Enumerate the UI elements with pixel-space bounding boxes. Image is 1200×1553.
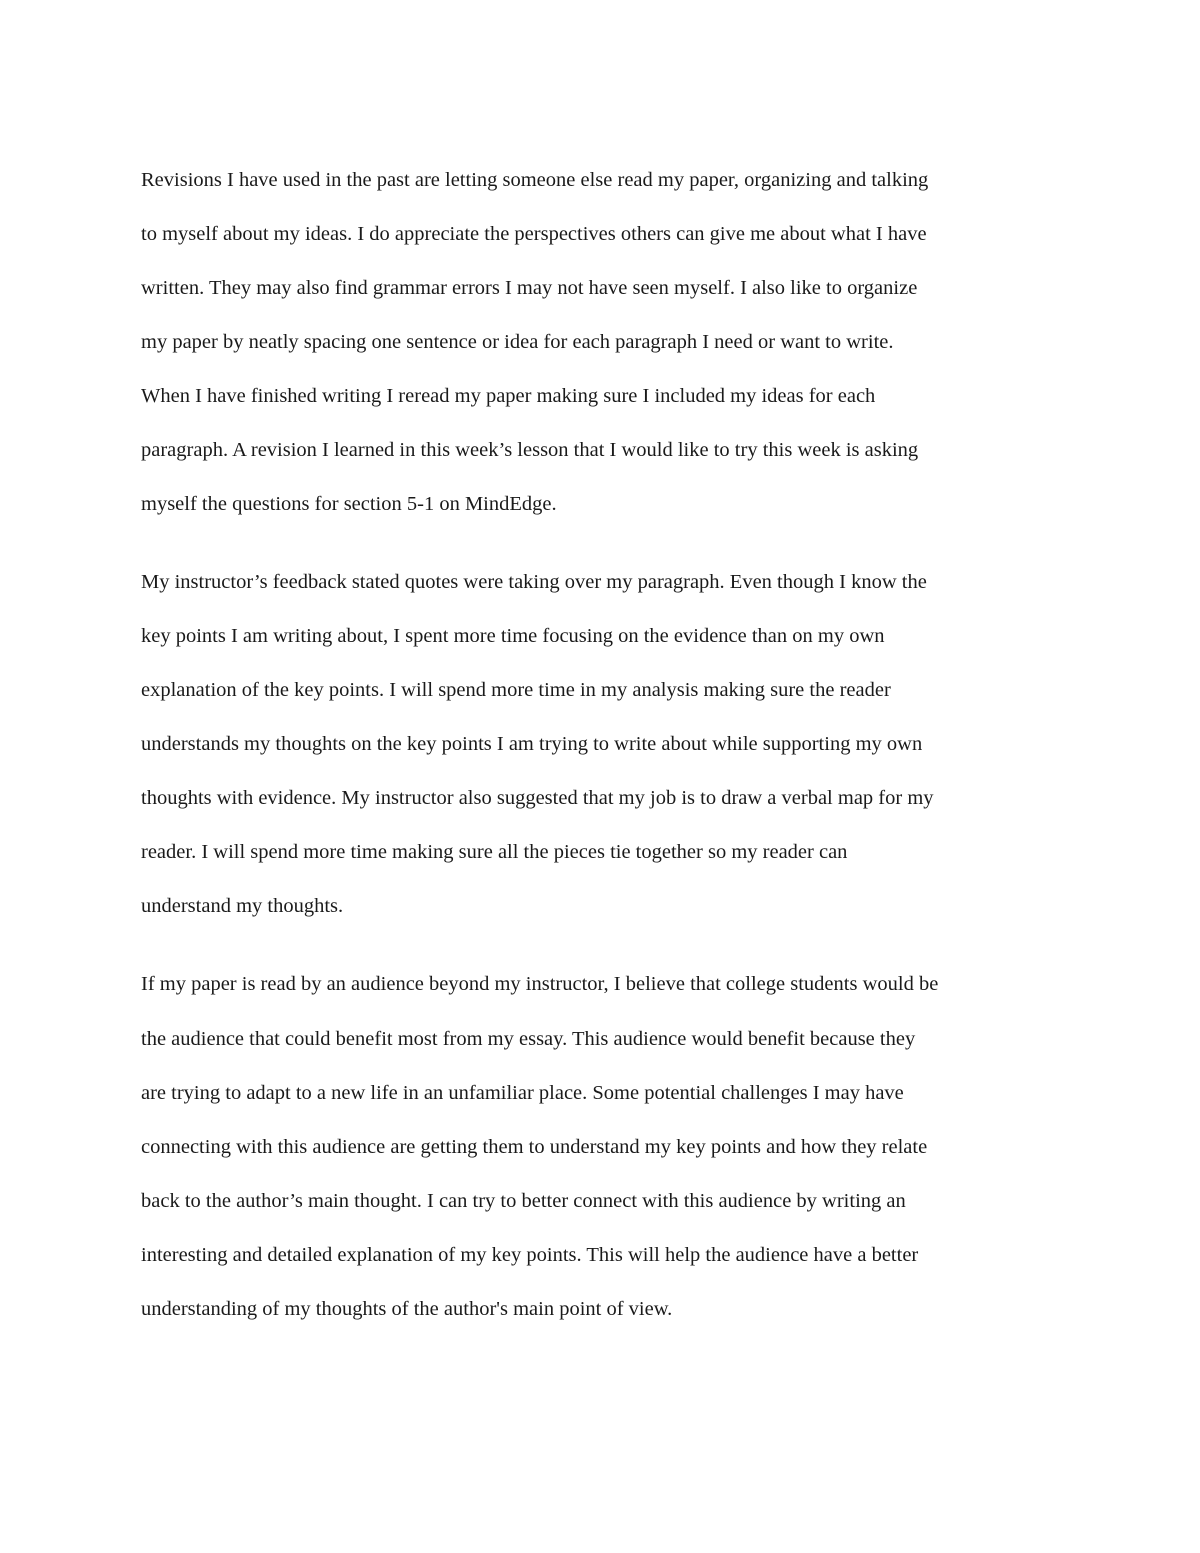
paragraph-line: written. They may also find grammar errors I may not have seen myself. I also like to organize	[141, 277, 918, 299]
paragraph-line: paragraph. A revision I learned in this week’s lesson that I would like to try this week is asking	[141, 439, 919, 461]
paragraph-line: My instructor’s feedback stated quotes were taking over my paragraph. Even though I know the	[141, 571, 927, 593]
paragraph-line: understands my thoughts on the key points I am trying to write about while supporting my own	[141, 733, 923, 755]
paragraph-line: key points I am writing about, I spent more time focusing on the evidence than on my own	[141, 625, 885, 647]
paragraph-line: If my paper is read by an audience beyond my instructor, I believe that college students would be	[141, 973, 939, 995]
paragraph-line: understand my thoughts.	[141, 895, 344, 917]
paragraph-line: thoughts with evidence. My instructor also suggested that my job is to draw a verbal map for my	[141, 787, 934, 809]
paragraph-line: are trying to adapt to a new life in an unfamiliar place. Some potential challenges I may have	[141, 1082, 904, 1104]
paragraph-line: interesting and detailed explanation of my key points. This will help the audience have a better	[141, 1244, 919, 1266]
paragraph-line: When I have finished writing I reread my paper making sure I included my ideas for each	[141, 385, 876, 407]
paragraph-line: to myself about my ideas. I do appreciate the perspectives others can give me about what I have	[141, 223, 927, 245]
paragraph-line: explanation of the key points. I will spend more time in my analysis making sure the reader	[141, 679, 891, 701]
paragraph-line: understanding of my thoughts of the author's main point of view.	[141, 1298, 673, 1320]
paragraph-line: my paper by neatly spacing one sentence or idea for each paragraph I need or want to write.	[141, 331, 894, 353]
paragraph-line: reader. I will spend more time making sure all the pieces tie together so my reader can	[141, 841, 848, 863]
paragraph-line: back to the author’s main thought. I can try to better connect with this audience by writing an	[141, 1190, 906, 1212]
paragraph-line: myself the questions for section 5-1 on MindEdge.	[141, 493, 557, 515]
paragraph-line: the audience that could benefit most from my essay. This audience would benefit because they	[141, 1028, 916, 1050]
paragraph-line: connecting with this audience are getting them to understand my key points and how they relate	[141, 1136, 928, 1158]
paragraph-line: Revisions I have used in the past are letting someone else read my paper, organizing and talking	[141, 169, 929, 191]
